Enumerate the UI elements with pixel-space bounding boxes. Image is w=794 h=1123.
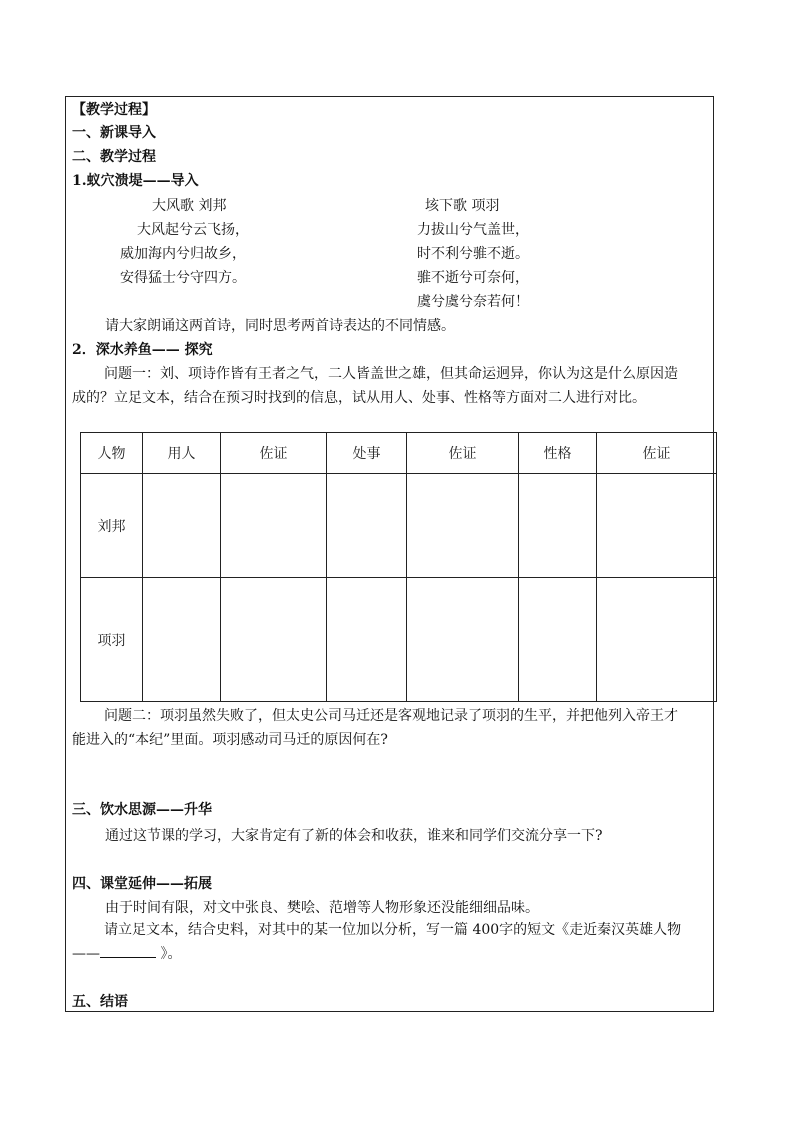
table-header-row [81, 433, 717, 474]
table-header-cell: 人物 [81, 433, 143, 474]
section-conclusion: 五、结语 [72, 994, 128, 1010]
poem2-title: 垓下歌 项羽 [425, 198, 500, 214]
part2-title: 2．深水养鱼—— 探究 [72, 342, 213, 358]
table-cell[interactable] [221, 578, 327, 702]
table-header-cell: 用人 [143, 433, 221, 474]
section4-text: 由于时间有限，对文中张良、樊哙、范增等人物形象还没能细细品味。 [105, 900, 539, 916]
table-cell[interactable] [143, 474, 221, 578]
poem2-line: 虞兮虞兮奈若何！ [417, 294, 529, 310]
table-row [81, 578, 717, 702]
table-cell[interactable] [597, 474, 717, 578]
table-cell[interactable] [327, 474, 407, 578]
table-header-cell: 佐证 [221, 433, 327, 474]
section-extension: 四、课堂延伸——拓展 [72, 876, 212, 892]
table-header-cell: 佐证 [597, 433, 717, 474]
table-cell[interactable] [519, 474, 597, 578]
table-cell[interactable] [597, 578, 717, 702]
comparison-table [80, 432, 717, 702]
poem1-line: 威加海内兮归故乡， [120, 246, 246, 262]
table-header-cell: 处事 [327, 433, 407, 474]
part1-title: 1.蚁穴溃堤——导入 [72, 173, 199, 189]
question-two: 问题二：项羽虽然失败了，但太史公司马迁还是客观地记录了项羽的生平，并把他列入帝王才能进入的“本纪”里面。项羽感动司马迁的原因何在? [72, 708, 678, 748]
table-row [81, 474, 717, 578]
row-label-liubang: 刘邦 [81, 474, 143, 578]
poem2-line: 力拔山兮气盖世， [417, 222, 529, 238]
writing-task-end: 》。 [156, 946, 182, 962]
table-cell[interactable] [407, 474, 519, 578]
table-cell[interactable] [519, 578, 597, 702]
section-sublimation: 三、饮水思源——升华 [72, 802, 212, 818]
poem1-title: 大风歌 刘邦 [152, 198, 227, 214]
section-header: 【教学过程】 [72, 102, 156, 118]
poem1-line: 大风起兮云飞扬， [137, 222, 249, 238]
intro-prompt: 请大家朗诵这两首诗，同时思考两首诗表达的不同情感。 [105, 318, 455, 334]
answer-blank[interactable] [100, 945, 156, 958]
section-new-lesson: 一、新课导入 [72, 125, 156, 141]
poem2-line: 骓不逝兮可奈何， [417, 270, 529, 286]
question-one: 问题一：刘、项诗作皆有王者之气，二人皆盖世之雄，但其命运迥异，你认为这是什么原因造成的？立足文本，结合在预习时找到的信息，试从用人、处事、性格等方面对二人进行对比。 [72, 366, 678, 406]
poem1-line: 安得猛士兮守四方。 [120, 270, 246, 286]
table-cell[interactable] [327, 578, 407, 702]
table-header-cell: 性格 [519, 433, 597, 474]
row-label-xiangyu: 项羽 [81, 578, 143, 702]
writing-task [72, 918, 684, 966]
table-header-cell: 佐证 [407, 433, 519, 474]
poem2-line: 时不利兮骓不逝。 [417, 246, 529, 262]
table-cell[interactable] [221, 474, 327, 578]
writing-task-text: 请立足文本，结合史料，对其中的某一位加以分析，写一篇 400字的短文《走近秦汉英雄人物—— [72, 922, 682, 962]
section3-text: 通过这节课的学习，大家肯定有了新的体会和收获，谁来和同学们交流分享一下? [105, 828, 603, 844]
table-cell[interactable] [143, 578, 221, 702]
table-cell[interactable] [407, 578, 519, 702]
section-teaching-process: 二、教学过程 [72, 149, 156, 165]
